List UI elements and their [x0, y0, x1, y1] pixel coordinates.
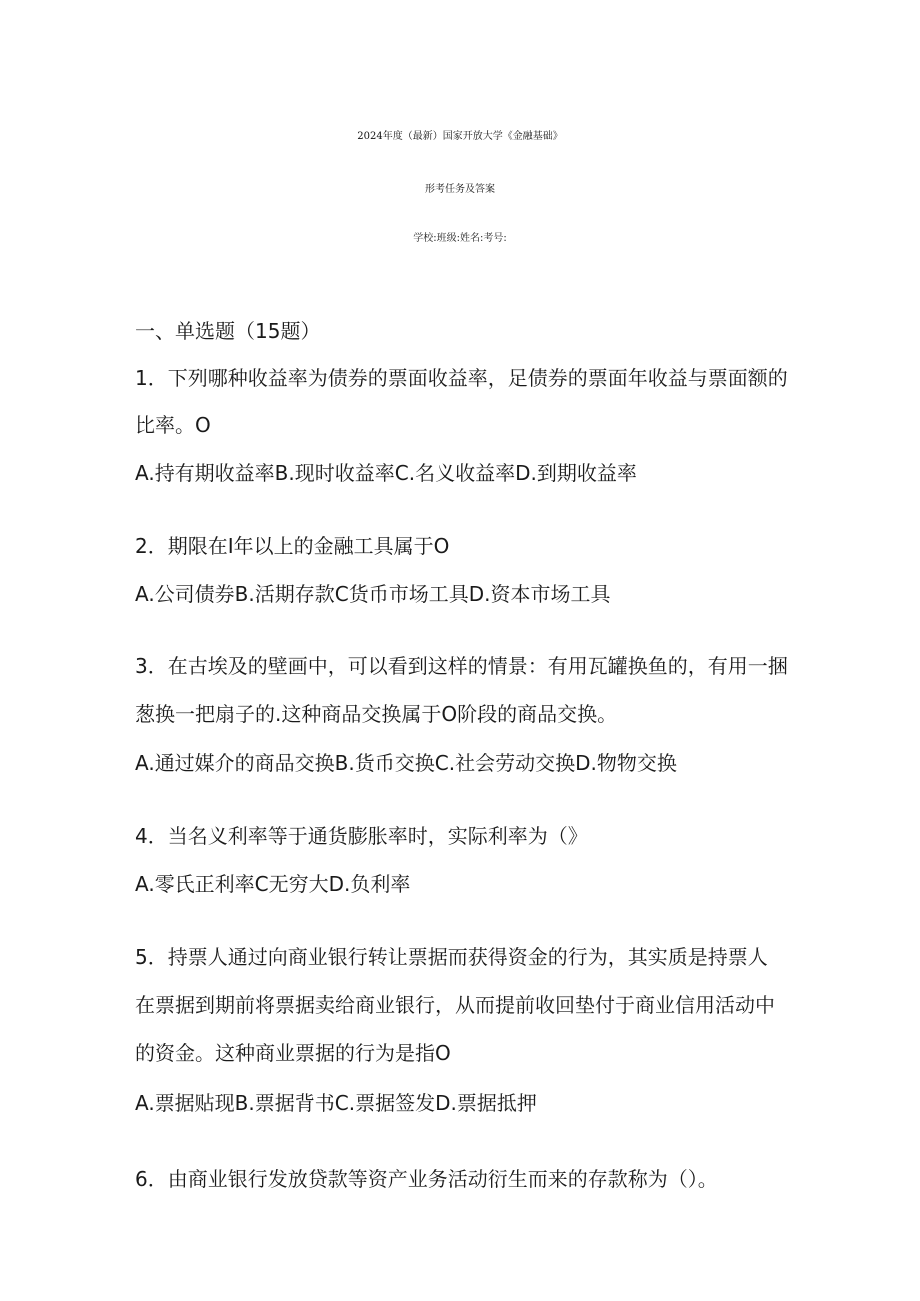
question-1-line-2: 比率。O	[135, 413, 211, 437]
question-4-line-1: 4．当名义利率等于通货膨胀率时，实际利率为（》	[135, 824, 588, 848]
question-4-options: A.零氏正利率C无穷大D.负利率	[135, 872, 411, 896]
document-title-line-1: 2024年度（最新）国家开放大学《金融基础》	[357, 131, 563, 142]
question-5-options: A.票据贴现B.票据背书C.票据签发D.票据抵押	[135, 1091, 537, 1115]
document-title-line-2: 形考任务及答案	[425, 184, 495, 195]
question-6-line-1: 6．由商业银行发放贷款等资产业务活动衍生而来的存款称为（）。	[135, 1167, 718, 1191]
question-5-line-3: 的资金。这种商业票据的行为是指O	[135, 1041, 451, 1065]
question-2-options: A.公司债券B.活期存款C货币市场工具D.资本市场工具	[135, 582, 611, 606]
question-3-options: A.通过媒介的商品交换B.货币交换C.社会劳动交换D.物物交换	[135, 751, 677, 775]
question-5-line-2: 在票据到期前将票据卖给商业银行，从而提前收回垫付于商业信用活动中	[135, 993, 775, 1017]
student-info-line: 学校:班级:姓名:考号:	[413, 233, 507, 244]
question-1-line-1: 1．下列哪种收益率为债券的票面收益率，足债券的票面年收益与票面额的	[135, 366, 788, 390]
question-3-line-1: 3．在古埃及的壁画中，可以看到这样的情景：有用瓦罐换鱼的，有用一捆	[135, 654, 788, 678]
section-heading: 一、单选题（15题）	[135, 319, 321, 343]
question-2-line-1: 2．期限在I年以上的金融工具属于O	[135, 534, 450, 558]
question-3-line-2: 葱换一把扇子的.这种商品交换属于O阶段的商品交换。	[135, 702, 618, 726]
question-5-line-1: 5．持票人通过向商业银行转让票据而获得资金的行为，其实质是持票人	[135, 945, 768, 969]
question-1-options: A.持有期收益率B.现时收益率C.名义收益率D.到期收益率	[135, 461, 637, 485]
